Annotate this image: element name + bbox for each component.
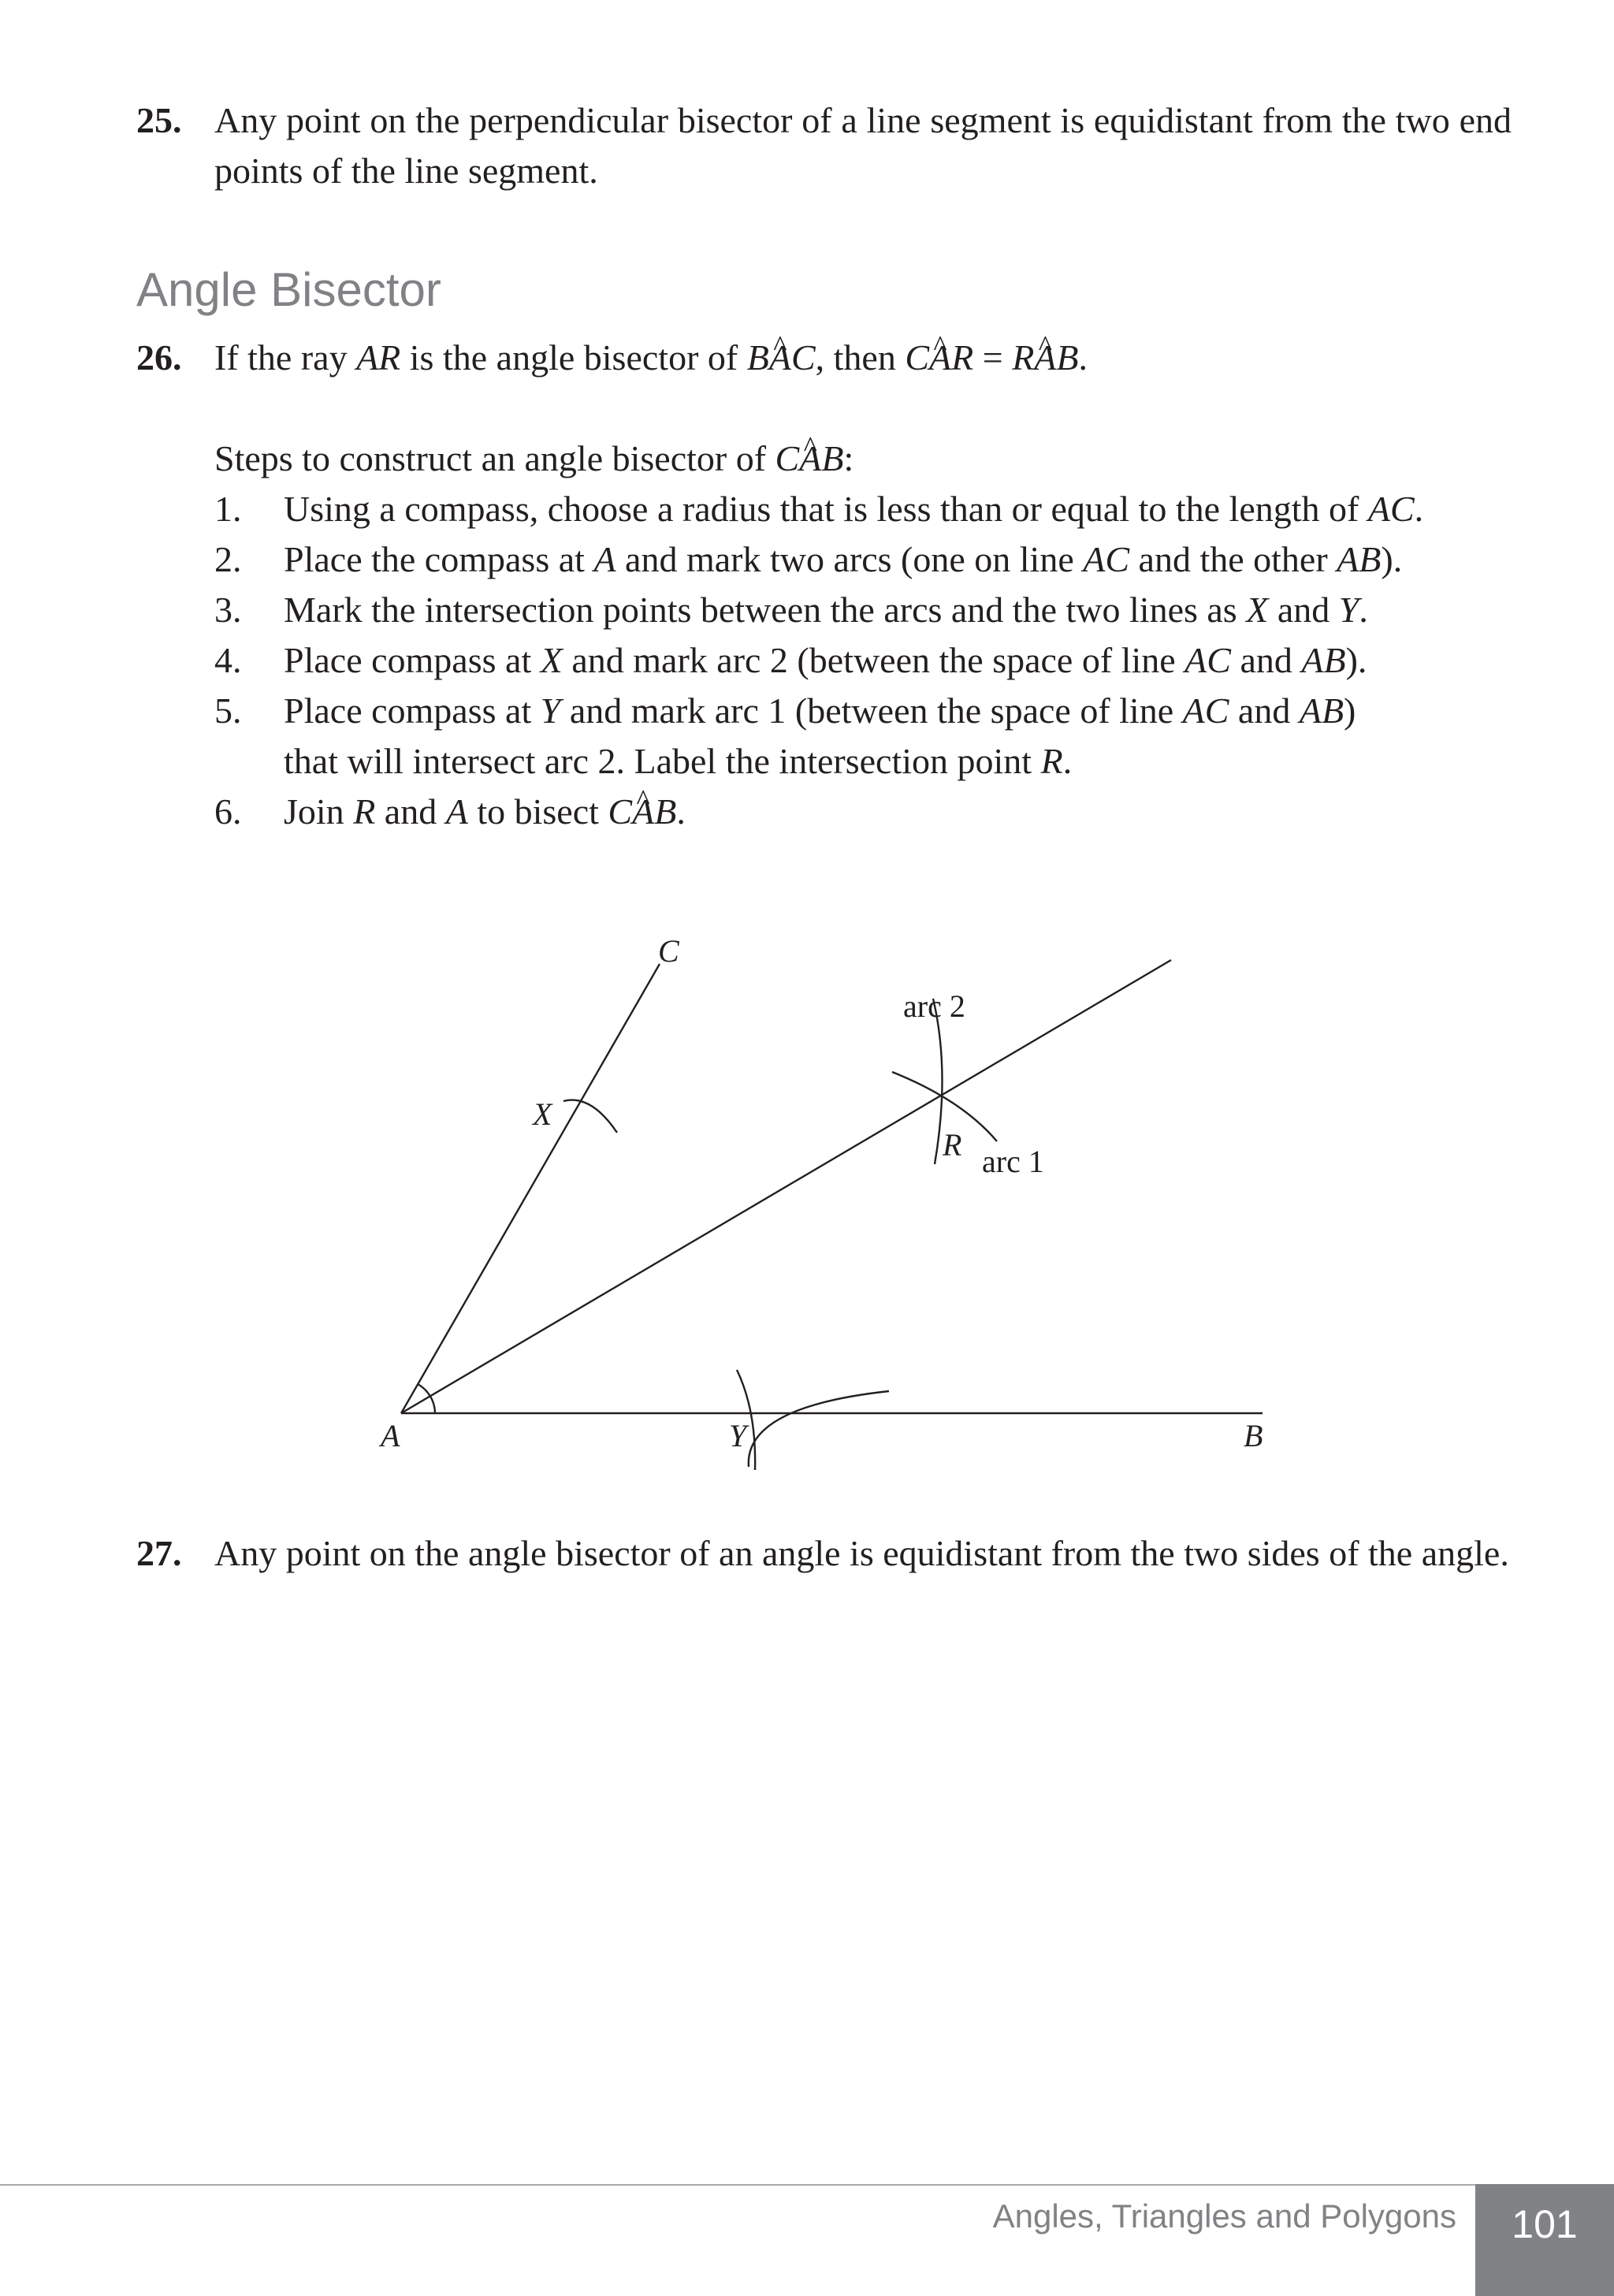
step-6: 6. Join R and A to bisect CA ^B. <box>214 787 686 837</box>
label-r: R <box>943 1127 962 1163</box>
section-title: Angle Bisector <box>136 263 441 316</box>
step-4: 4. Place compass at X and mark arc 2 (between the space of line AC and AB). <box>214 640 1367 680</box>
label-arc-2: arc 2 <box>903 988 965 1024</box>
item-text: If the ray AR is the angle bisector of BA ^C, then CA ^R = RA ^B. <box>214 333 1512 383</box>
arc-y-mark <box>749 1391 889 1467</box>
label-x: X <box>533 1096 552 1132</box>
angle-car: CA ^R <box>905 337 973 378</box>
item-text: Any point on the perpendicular bisector of a line segment is equidistant from the two end points of the line segment. <box>214 100 1512 191</box>
page-number: 101 <box>1475 2184 1614 2296</box>
item-text: Any point on the angle bisector of an angle is equidistant from the two sides of the angle. <box>214 1533 1509 1573</box>
angle-bac: BA ^C <box>747 337 816 378</box>
label-c: C <box>658 933 679 969</box>
steps-intro: Steps to construct an angle bisector of CA ^B: <box>214 434 853 484</box>
angle-cab: CA ^B <box>775 438 844 478</box>
item-27 <box>136 1528 1512 1579</box>
ray-ar <box>401 960 1171 1413</box>
step-2: 2. Place the compass at A and mark two arcs (one on line AC and the other AB). <box>214 539 1403 579</box>
footer-chapter-title: Angles, Triangles and Polygons <box>992 2197 1456 2235</box>
step-5: 5. Place compass at Y and mark arc 1 (between the space of line AC and AB) that will intersect arc 2. Label the intersection point R. <box>214 690 1356 781</box>
item-number: 25. <box>136 100 182 140</box>
label-y: Y <box>729 1418 747 1453</box>
angle-rab: RA ^B <box>1012 337 1078 378</box>
ray-name: AR <box>356 337 401 378</box>
label-a: A <box>381 1418 400 1453</box>
label-b: B <box>1244 1418 1263 1453</box>
item-number: 26. <box>136 337 182 378</box>
angle-cab: CA ^B <box>608 791 676 832</box>
label-arc-1: arc 1 <box>982 1144 1044 1179</box>
step-3: 3. Mark the intersection points between the arcs and the two lines as X and Y. <box>214 590 1368 630</box>
step-1: 1. Using a compass, choose a radius that is less than or equal to the length of AC. <box>214 489 1424 529</box>
ray-ac <box>401 964 660 1413</box>
footer-rule <box>0 2184 1475 2186</box>
item-number: 27. <box>136 1533 182 1573</box>
